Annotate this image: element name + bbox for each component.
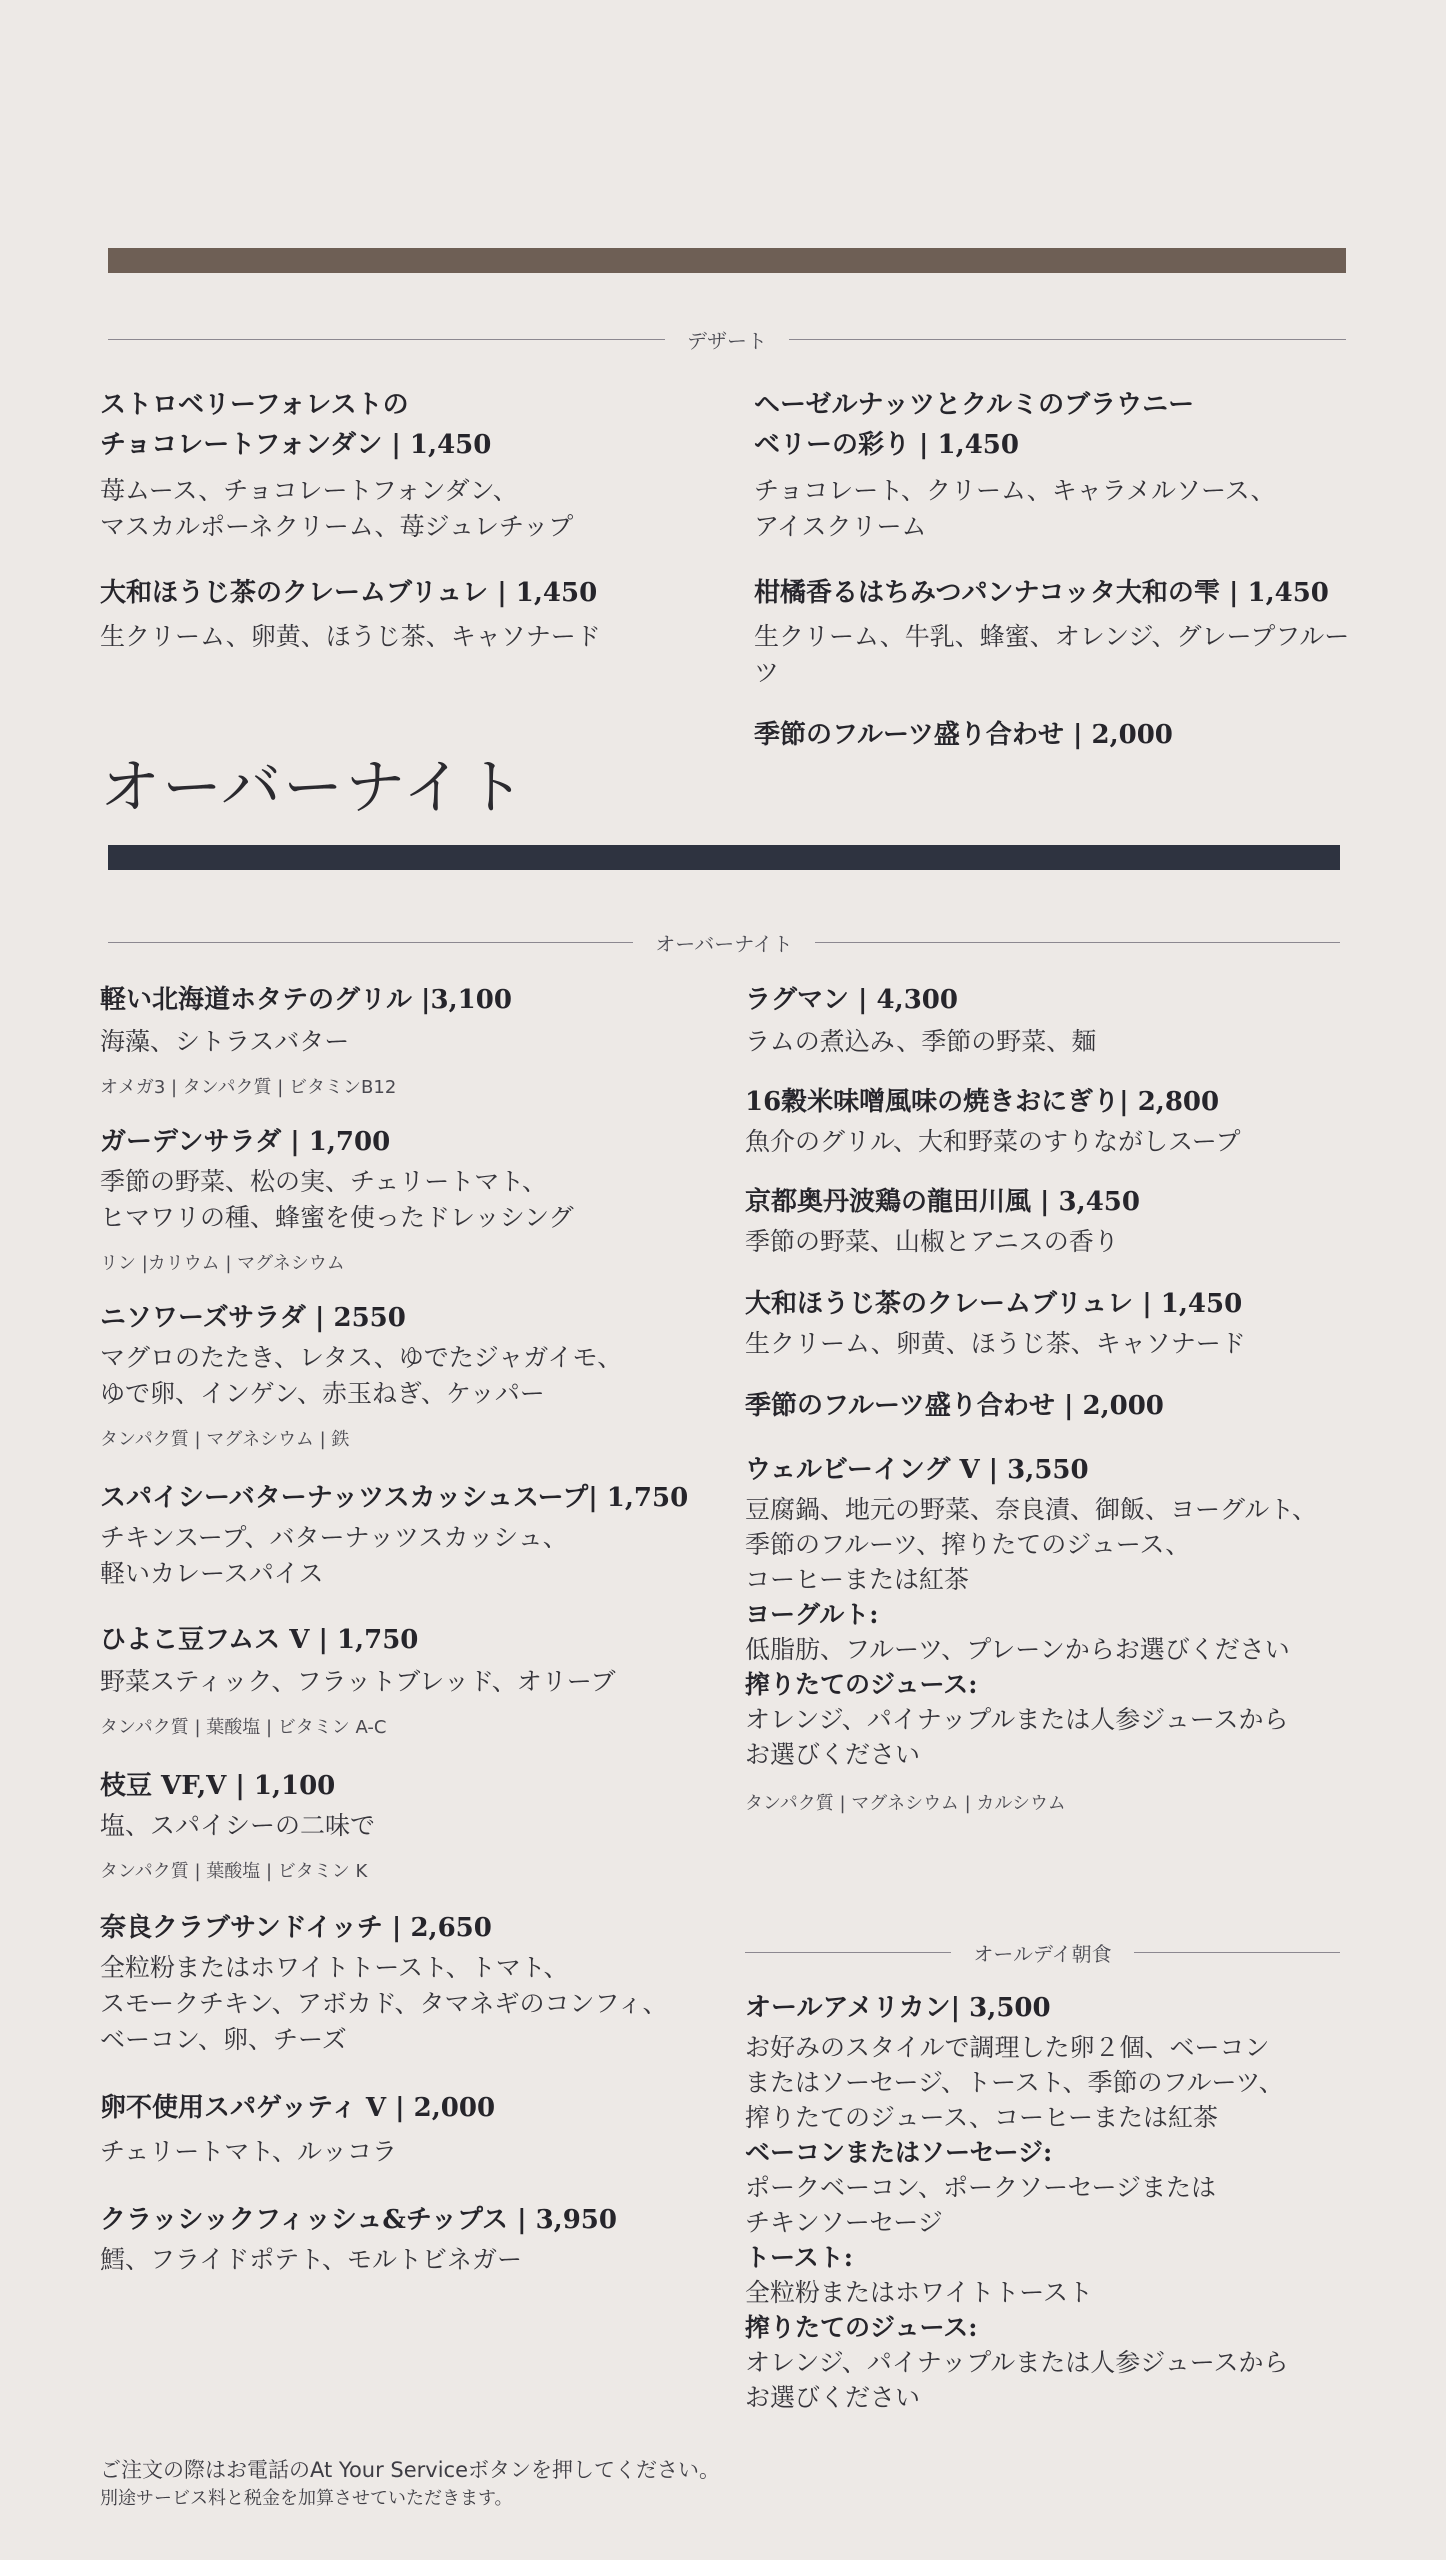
service-charge-note: 別途サービス料と税金を加算させていただきます。 bbox=[100, 2488, 513, 2509]
toast-options: 全粒粉またはホワイトトースト bbox=[745, 2278, 1094, 2307]
overnight-divider-bar bbox=[108, 845, 1340, 870]
item-description: 生クリーム、牛乳、蜂蜜、オレンジ、グレープフルーツ bbox=[754, 622, 1350, 687]
divider-line bbox=[108, 942, 633, 943]
bacon-label: ベーコンまたはソーセージ: bbox=[745, 2138, 1053, 2167]
item-name: 季節のフルーツ盛り合わせ | 2,000 bbox=[754, 720, 1173, 750]
item-name: 卵不使用スパゲッティ V | 2,000 bbox=[100, 2093, 496, 2123]
item-name: 季節のフルーツ盛り合わせ | 2,000 bbox=[745, 1391, 1164, 1421]
item-name: 16穀米味噌風味の焼きおにぎり| 2,800 bbox=[745, 1087, 1220, 1117]
breakfast-section-divider bbox=[745, 1938, 1340, 1967]
nutrition-tags: タンパク質 | マグネシウム | カルシウム bbox=[745, 1793, 1066, 1814]
menu-item bbox=[745, 980, 1365, 1060]
juice-label: 搾りたてのジュース: bbox=[745, 1670, 978, 1699]
item-name: 枝豆 VF,V | 1,100 bbox=[100, 1771, 336, 1801]
item-name: 奈良クラブサンドイッチ | 2,650 bbox=[100, 1913, 492, 1943]
overnight-right-column bbox=[745, 980, 1365, 1818]
item-description: お好みのスタイルで調理した卵２個、ベーコン またはソーセージ、トースト、季節のフルーツ、 搾りたてのジュース、コーヒーまたは紅茶 bbox=[745, 2033, 1284, 2132]
menu-item bbox=[100, 2088, 720, 2170]
item-description: 鱈、フライドポテト、モルトビネガー bbox=[100, 2245, 523, 2274]
menu-item bbox=[745, 1284, 1365, 1362]
menu-item bbox=[745, 1386, 1365, 1426]
footer-note bbox=[100, 2455, 720, 2513]
juice-options: オレンジ、パイナップルまたは人参ジュースから お選びください bbox=[745, 2348, 1289, 2412]
item-description: 塩、スパイシーの二味で bbox=[100, 1811, 376, 1840]
menu-item bbox=[745, 1988, 1365, 2415]
item-name: ラグマン | 4,300 bbox=[745, 985, 958, 1015]
dessert-section-label: デザート bbox=[687, 329, 767, 353]
item-description: 苺ムース、チョコレートフォンダン、 マスカルポーネクリーム、苺ジュレチップ bbox=[100, 476, 574, 541]
menu-item bbox=[100, 980, 720, 1102]
nutrition-tags: タンパク質 | 葉酸塩 | ビタミン A-C bbox=[100, 1717, 387, 1738]
item-name: 軽い北海道ホタテのグリル |3,100 bbox=[100, 985, 512, 1015]
menu-item bbox=[745, 1182, 1365, 1260]
nutrition-tags: オメガ3 | タンパク質 | ビタミンB12 bbox=[100, 1077, 397, 1098]
item-description: チキンスープ、バターナッツスカッシュ、 軽いカレースパイス bbox=[100, 1523, 568, 1588]
divider-line bbox=[789, 339, 1346, 340]
item-description: 季節の野菜、松の実、チェリートマト、 ヒマワリの種、蜂蜜を使ったドレッシング bbox=[100, 1167, 574, 1232]
menu-item bbox=[754, 715, 1354, 755]
item-description: 生クリーム、卵黄、ほうじ茶、キャソナード bbox=[100, 622, 601, 651]
item-description: 魚介のグリル、大和野菜のすりながしスープ bbox=[745, 1127, 1241, 1156]
overnight-section-divider bbox=[108, 928, 1340, 957]
nutrition-tags: リン |カリウム | マグネシウム bbox=[100, 1253, 345, 1274]
divider-line bbox=[745, 1952, 951, 1953]
item-description: マグロのたたき、レタス、ゆでたジャガイモ、 ゆで卵、インゲン、赤玉ねぎ、ケッパー bbox=[100, 1343, 623, 1408]
dessert-section-divider bbox=[108, 325, 1346, 354]
item-description: 海藻、シトラスバター bbox=[100, 1027, 350, 1056]
toast-label: トースト: bbox=[745, 2243, 853, 2272]
item-description: ラムの煮込み、季節の野菜、麺 bbox=[745, 1027, 1097, 1056]
item-name: ニソワーズサラダ | 2550 bbox=[100, 1303, 406, 1333]
breakfast-section-label: オールデイ朝食 bbox=[973, 1942, 1112, 1966]
menu-item bbox=[100, 573, 690, 655]
bacon-options: ポークベーコン、ポークソーセージまたは チキンソーセージ bbox=[745, 2173, 1217, 2237]
page-title: オーバーナイト bbox=[100, 753, 527, 823]
overnight-left-column bbox=[100, 980, 720, 2278]
item-name: ウェルビーイング V | 3,550 bbox=[745, 1455, 1089, 1485]
item-description: チェリートマト、ルッコラ bbox=[100, 2137, 398, 2166]
item-name: ヘーゼルナッツとクルミのブラウニー ベリーの彩り | 1,450 bbox=[754, 390, 1195, 460]
dessert-left-column bbox=[100, 385, 690, 655]
menu-item bbox=[100, 1620, 720, 1742]
item-name: クラッシックフィッシュ&チップス | 3,950 bbox=[100, 2205, 617, 2235]
item-description: チョコレート、クリーム、キャラメルソース、 アイスクリーム bbox=[754, 476, 1276, 541]
item-name: 柑橘香るはちみつパンナコッタ大和の雫 | 1,450 bbox=[754, 578, 1329, 608]
menu-item bbox=[745, 1082, 1365, 1160]
item-name: 京都奥丹波鶏の龍田川風 | 3,450 bbox=[745, 1187, 1140, 1217]
item-description: 全粒粉またはホワイトトースト、トマト、 スモークチキン、アボカド、タマネギのコンフィ、 ベーコン、卵、チーズ bbox=[100, 1953, 668, 2054]
divider-line bbox=[1134, 1952, 1340, 1953]
top-divider-bar bbox=[108, 248, 1346, 273]
divider-line bbox=[815, 942, 1340, 943]
juice-options: オレンジ、パイナップルまたは人参ジュースから お選びください bbox=[745, 1705, 1289, 1769]
item-name: オールアメリカン| 3,500 bbox=[745, 1993, 1051, 2023]
item-name: 大和ほうじ茶のクレームブリュレ | 1,450 bbox=[100, 578, 598, 608]
item-name: ひよこ豆フムス V | 1,750 bbox=[100, 1625, 419, 1655]
menu-item bbox=[754, 385, 1354, 545]
nutrition-tags: タンパク質 | マグネシウム | 鉄 bbox=[100, 1429, 350, 1450]
menu-item bbox=[100, 385, 690, 545]
order-instruction: ご注文の際はお電話のAt Your Serviceボタンを押してください。 bbox=[100, 2458, 721, 2482]
menu-item bbox=[100, 1478, 720, 1592]
item-name: ガーデンサラダ | 1,700 bbox=[100, 1127, 391, 1157]
item-description: 季節の野菜、山椒とアニスの香り bbox=[745, 1227, 1119, 1256]
menu-item bbox=[100, 1298, 720, 1454]
yogurt-options: 低脂肪、フルーツ、プレーンからお選びください bbox=[745, 1635, 1290, 1664]
item-description: 野菜スティック、フラットブレッド、オリーブ bbox=[100, 1667, 616, 1696]
divider-line bbox=[108, 339, 665, 340]
item-name: ストロベリーフォレストの チョコレートフォンダン | 1,450 bbox=[100, 390, 492, 460]
dessert-right-column bbox=[754, 385, 1354, 755]
yogurt-label: ヨーグルト: bbox=[745, 1600, 879, 1629]
item-description: 生クリーム、卵黄、ほうじ茶、キャソナード bbox=[745, 1329, 1246, 1358]
wellbeing-item bbox=[745, 1450, 1365, 1818]
juice-label: 搾りたてのジュース: bbox=[745, 2313, 978, 2342]
breakfast-column bbox=[745, 1988, 1365, 2415]
menu-item bbox=[100, 1766, 720, 1886]
item-name: 大和ほうじ茶のクレームブリュレ | 1,450 bbox=[745, 1289, 1243, 1319]
overnight-section-label: オーバーナイト bbox=[655, 932, 793, 956]
item-name: スパイシーバターナッツスカッシュスープ| 1,750 bbox=[100, 1483, 689, 1513]
nutrition-tags: タンパク質 | 葉酸塩 | ビタミン K bbox=[100, 1861, 368, 1882]
menu-item bbox=[100, 2200, 720, 2278]
menu-item bbox=[754, 573, 1354, 691]
menu-item bbox=[100, 1122, 720, 1278]
item-description: 豆腐鍋、地元の野菜、奈良漬、御飯、ヨーグルト、 季節のフルーツ、搾りたてのジュース、 コーヒーまたは紅茶 bbox=[745, 1495, 1318, 1594]
menu-item bbox=[100, 1908, 720, 2058]
